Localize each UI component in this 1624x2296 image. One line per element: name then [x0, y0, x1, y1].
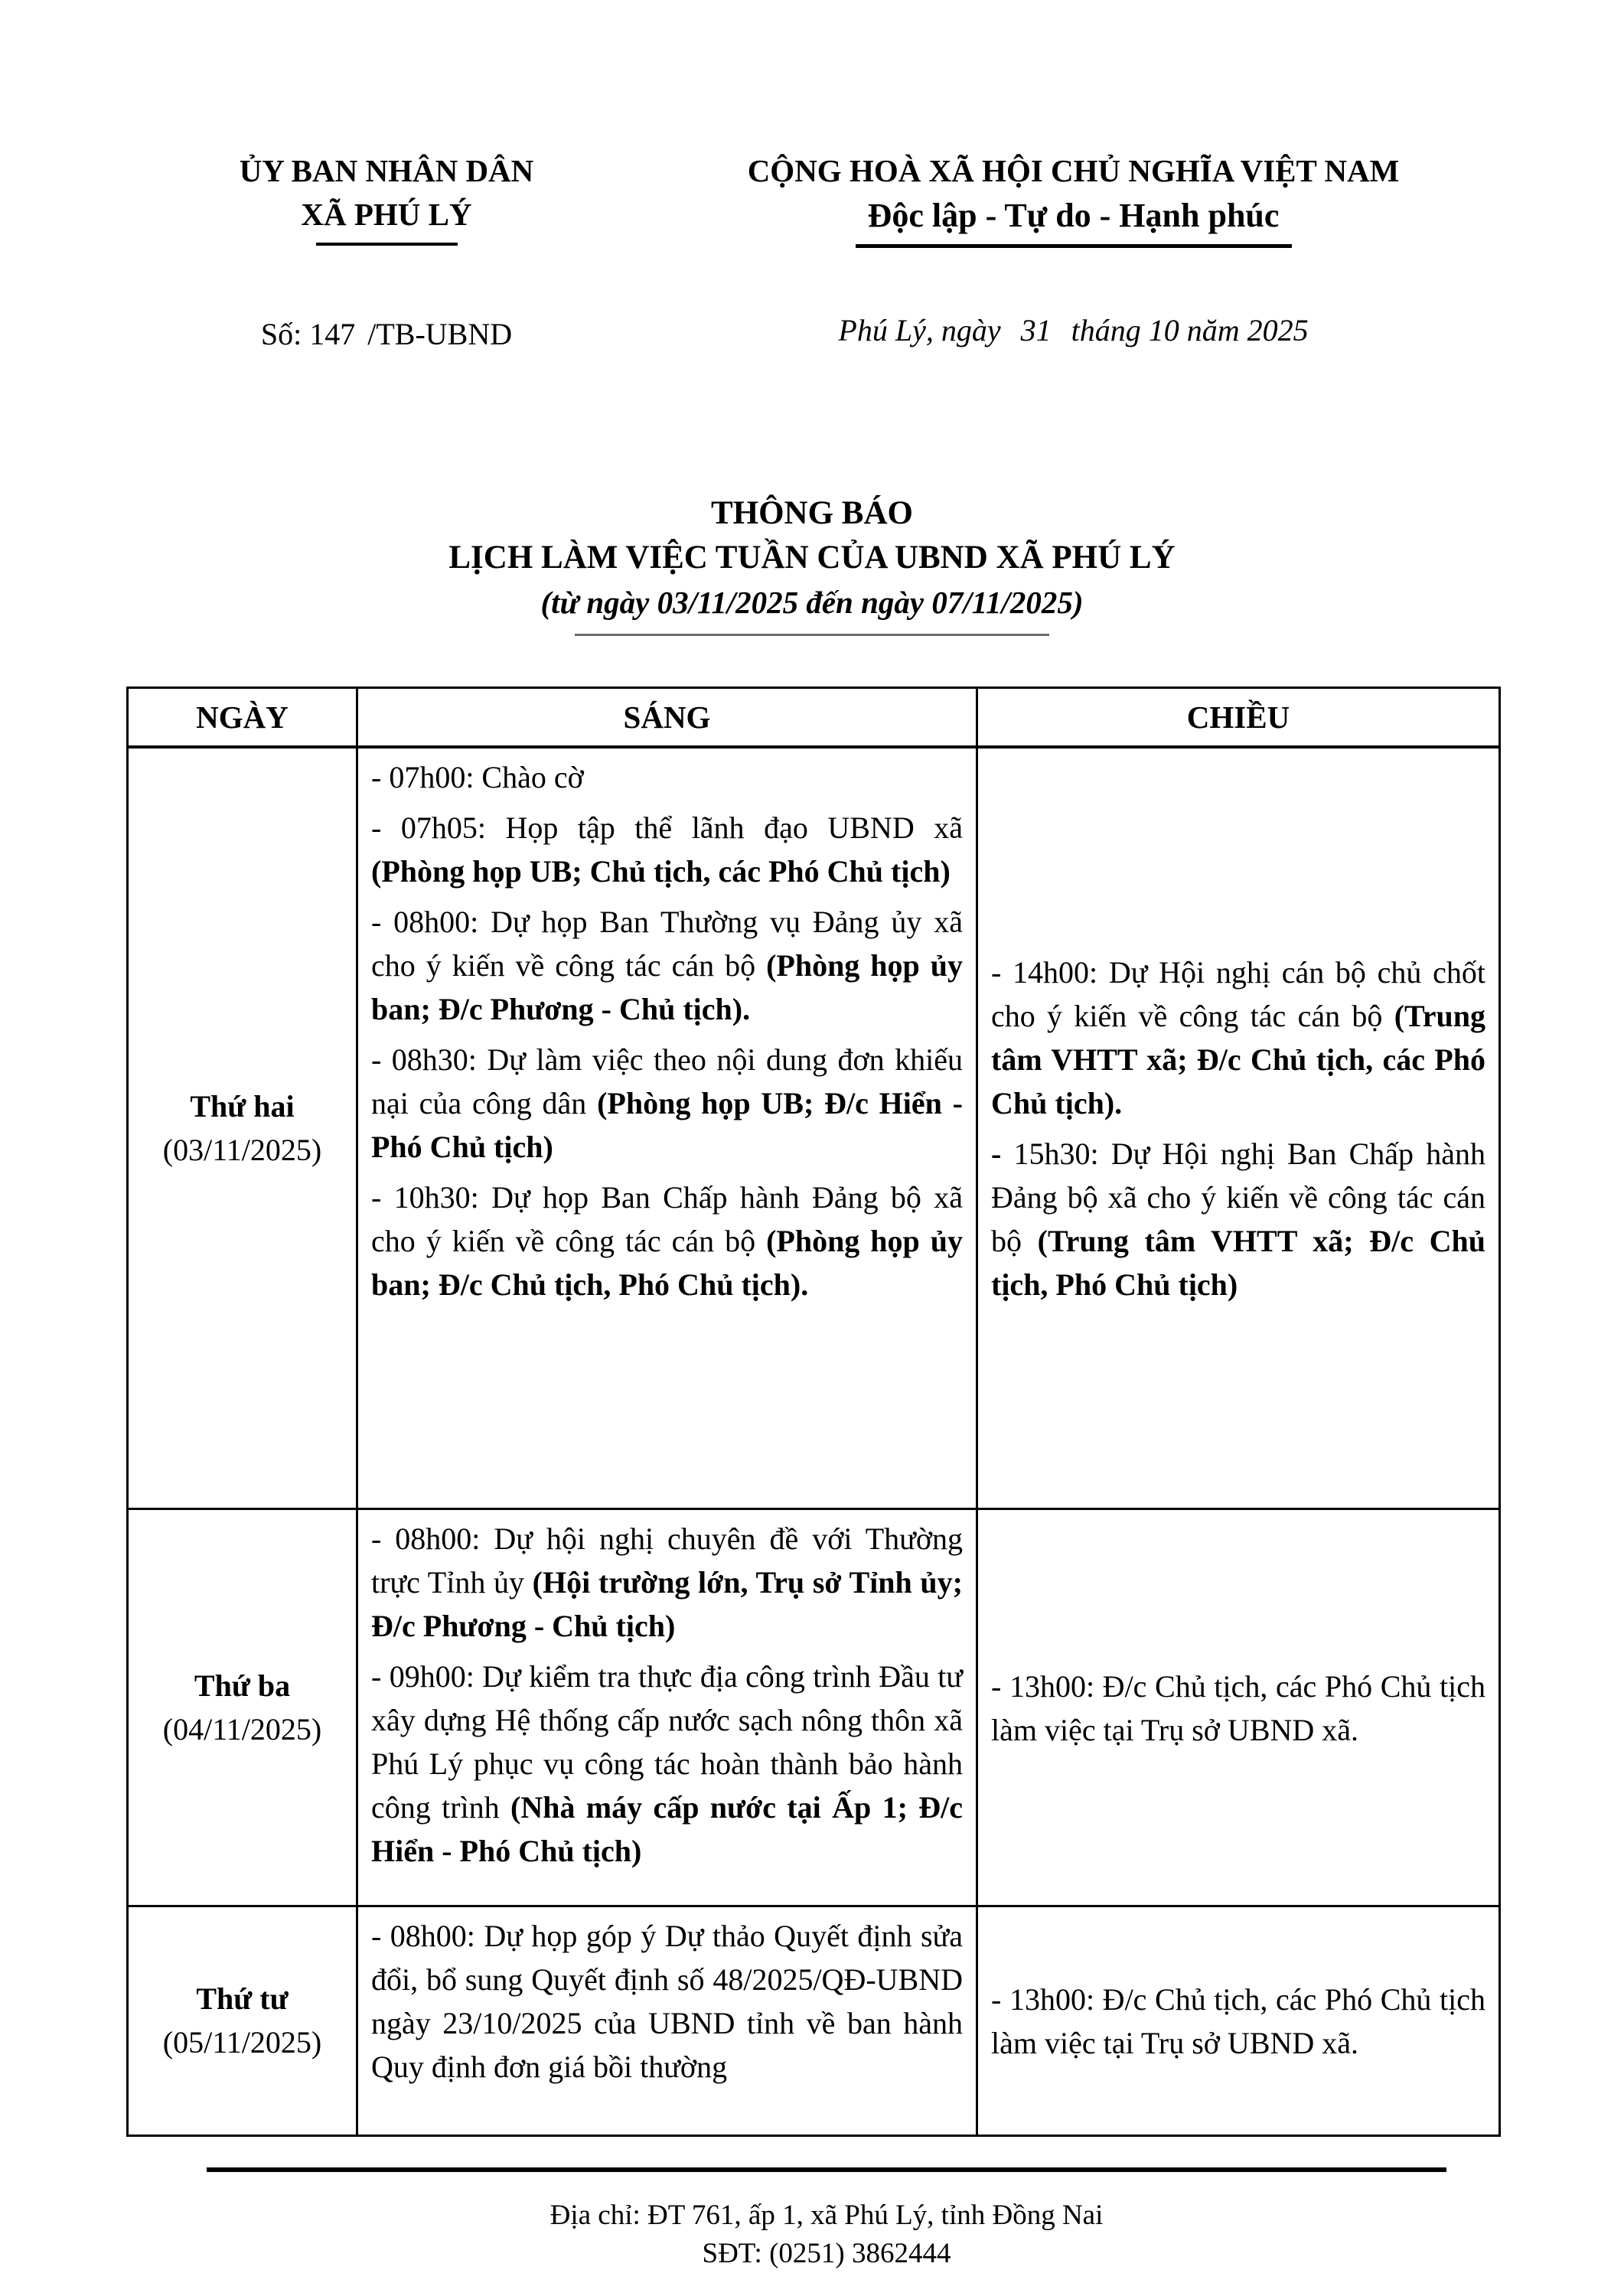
cell-day	[128, 747, 357, 1508]
document-title-block	[0, 491, 1624, 636]
column-header-afternoon: CHIỀU	[977, 688, 1500, 748]
document-subject-title: LỊCH LÀM VIỆC TUẦN CỦA UBND XÃ PHÚ LÝ	[448, 540, 1176, 576]
footer-address: Địa chỉ: ĐT 761, ấp 1, xã Phú Lý, tỉnh Đồng Nai	[549, 2199, 1104, 2231]
authority-name-line1: ỦY BAN NHÂN DÂN	[239, 153, 534, 188]
day-name: Thứ hai	[190, 1088, 295, 1124]
authority-underline	[316, 243, 458, 246]
schedule-entry: - 09h00: Dự kiểm tra thực địa công trình Đầu tư xây dựng Hệ thống cấp nước sạch nông thôn xã Phú Lý phục vụ công tác hoàn thành bảo hành công trình (Nhà máy cấp nước tại Ấp 1; Đ/c Hiển - Phó Chủ tịch)	[371, 1658, 963, 1868]
schedule-body	[128, 747, 1500, 2135]
cell-afternoon	[977, 1508, 1500, 1906]
schedule-entry: - 14h00: Dự Hội nghị cán bộ chủ chốt cho ý kiến về công tác cán bộ (Trung tâm VHTT xã; Đ/c Chủ tịch, các Phó Chủ tịch).	[991, 955, 1485, 1121]
table-row	[128, 1906, 1500, 2135]
document-number-line	[126, 316, 647, 352]
schedule-entry: - 13h00: Đ/c Chủ tịch, các Phó Chủ tịch làm việc tại Trụ sở UBND xã.	[991, 1668, 1485, 1747]
day-date: (03/11/2025)	[162, 1132, 322, 1167]
cell-day	[128, 1508, 357, 1906]
authority-name-line2: XÃ PHÚ LÝ	[301, 197, 472, 232]
schedule-entry: - 07h05: Họp tập thể lãnh đạo UBND xã (Phòng họp UB; Chủ tịch, các Phó Chủ tịch)	[371, 810, 963, 889]
date-suffix: tháng 10 năm 2025	[1071, 313, 1309, 347]
day-name: Thứ tư	[196, 1981, 289, 2016]
schedule-entry: - 08h30: Dự làm việc theo nội dung đơn khiếu nại của công dân (Phòng họp UB; Đ/c Hiển - Phó Chủ tịch)	[371, 1042, 963, 1164]
schedule-entry: - 07h00: Chào cờ	[371, 760, 584, 794]
day-name: Thứ ba	[194, 1668, 291, 1703]
day-date: (05/11/2025)	[162, 2025, 322, 2060]
document-header	[0, 0, 1624, 352]
document-number-suffix: /TB-UBND	[367, 317, 513, 351]
national-motto: Độc lập - Tự do - Hạnh phúc	[867, 197, 1280, 234]
cell-afternoon	[977, 747, 1500, 1508]
footer-phone: SĐT: (0251) 3862444	[702, 2237, 951, 2269]
day-date: (04/11/2025)	[162, 1711, 322, 1746]
document-type-title: THÔNG BÁO	[710, 495, 913, 531]
document-footer	[207, 2167, 1446, 2273]
column-header-morning: SÁNG	[357, 688, 977, 748]
schedule-entry: - 08h00: Dự họp Ban Thường vụ Đảng ủy xã cho ý kiến về công tác cán bộ (Phòng họp ủy ban; Đ/c Phương - Chủ tịch).	[371, 905, 963, 1026]
date-day-value: 31	[1020, 313, 1052, 347]
schedule-entry: - 10h30: Dự họp Ban Chấp hành Đảng bộ xã cho ý kiến về công tác cán bộ (Phòng họp ủy ban; Đ/c Chủ tịch, Phó Chủ tịch).	[371, 1180, 963, 1302]
cell-day	[128, 1906, 357, 2135]
place-date-line	[647, 312, 1500, 348]
national-header: CỘNG HOÀ XÃ HỘI CHỦ NGHĨA VIỆT NAM	[747, 153, 1400, 188]
schedule-entry: - 15h30: Dự Hội nghị Ban Chấp hành Đảng bộ xã cho ý kiến về công tác cán bộ (Trung tâm VHTT xã; Đ/c Chủ tịch, Phó Chủ tịch)	[991, 1137, 1485, 1303]
schedule-entry: - 13h00: Đ/c Chủ tịch, các Phó Chủ tịch làm việc tại Trụ sở UBND xã.	[991, 1982, 1485, 2060]
document-number-label: Số:	[260, 317, 302, 351]
table-row	[128, 1508, 1500, 1906]
title-underline	[575, 634, 1049, 636]
table-row	[128, 747, 1500, 1508]
column-header-day: NGÀY	[128, 688, 357, 748]
national-motto-block	[647, 149, 1500, 352]
date-prefix: Phú Lý, ngày	[838, 313, 1001, 347]
schedule-entry: - 08h00: Dự hội nghị chuyên đề với Thường trực Tỉnh ủy (Hội trường lớn, Trụ sở Tỉnh ủy; Đ/c Phương - Chủ tịch)	[371, 1521, 963, 1643]
document-date-range: (từ ngày 03/11/2025 đến ngày 07/11/2025)	[540, 585, 1084, 620]
schedule-table	[126, 687, 1501, 2137]
document-number-value: 147	[309, 317, 356, 351]
footer-rule	[207, 2167, 1446, 2172]
cell-morning	[357, 1906, 977, 2135]
cell-morning	[357, 747, 977, 1508]
issuing-authority-block	[126, 149, 647, 352]
schedule-entry: - 08h00: Dự họp góp ý Dự thảo Quyết định sửa đổi, bổ sung Quyết định số 48/2025/QĐ-UBND ngày 23/10/2025 của UBND tỉnh về ban hành Quy định đơn giá bồi thường	[371, 1918, 963, 2084]
cell-afternoon	[977, 1906, 1500, 2135]
cell-morning	[357, 1508, 977, 1906]
table-header-row	[128, 688, 1500, 748]
motto-underline	[856, 244, 1292, 248]
